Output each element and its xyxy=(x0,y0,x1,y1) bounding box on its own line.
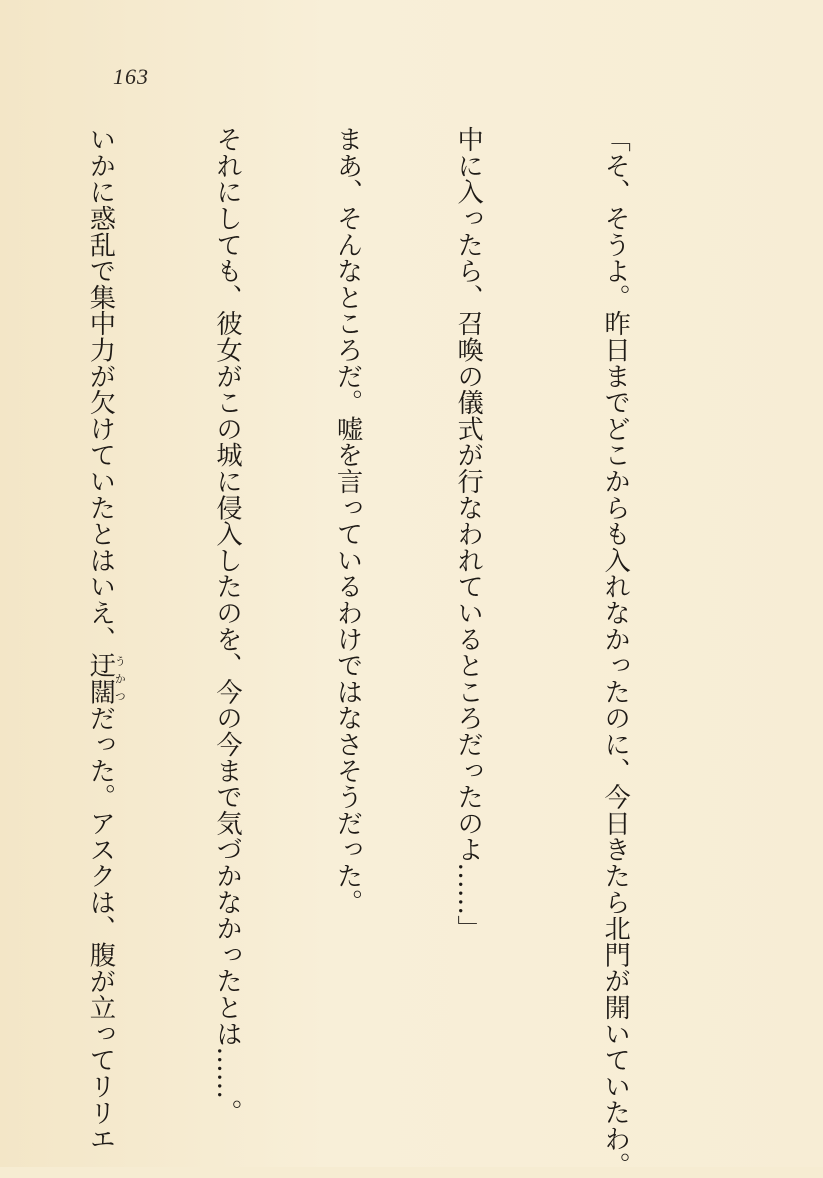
page-number: 163 xyxy=(113,64,149,89)
ruby-base: 迂闊 xyxy=(84,652,115,705)
text-line-5-end: だった。アスクは、腹が立ってリリエ xyxy=(84,704,115,1152)
text-line-4: それにしても、彼女がこの城に侵入したのを、今の今まで気づかなかったとは……。 xyxy=(211,126,242,1126)
vertical-text-body xyxy=(0,126,715,1178)
text-line-1: 「そ、そうよ。昨日までどこからも入れなかったのに、今日きたら北門が開いていたわ。 xyxy=(599,126,630,1178)
ruby-reading: うかつ xyxy=(113,652,127,705)
ruby-word xyxy=(84,652,127,705)
text-line-5 xyxy=(80,126,127,1152)
text-line-2: 中に入ったら、召喚の儀式が行なわれているところだったのよ……」 xyxy=(452,126,483,942)
text-line-3: まあ、そんなところだ。嘘を言っているわけではなさそうだった。 xyxy=(332,126,363,915)
text-line-5-start: いかに惑乱で集中力が欠けていたとはいえ、 xyxy=(84,126,115,652)
